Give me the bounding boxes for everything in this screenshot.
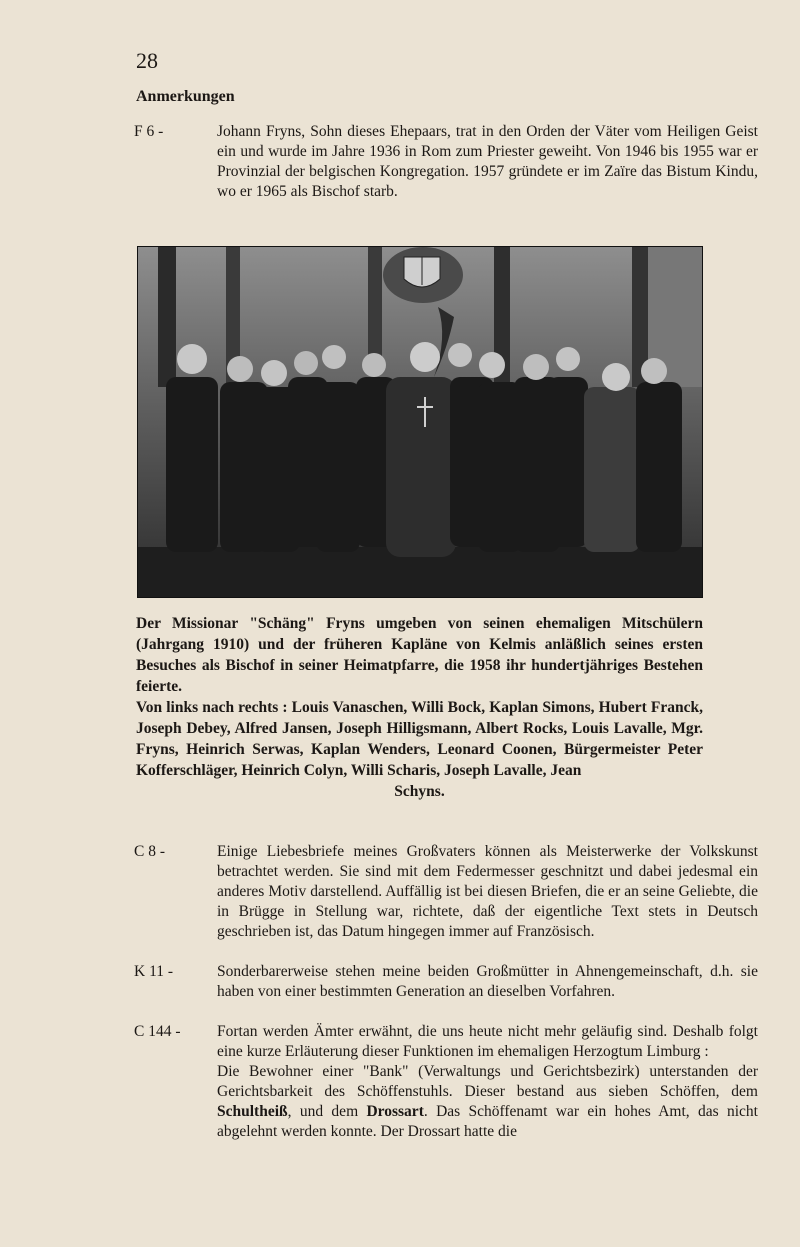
caption-names-end: Schyns.	[394, 783, 445, 800]
page-number: 28	[136, 48, 158, 73]
note-code: C 8 -	[134, 843, 165, 860]
note-text	[217, 1022, 758, 1142]
photo-caption	[136, 613, 703, 802]
note-code: K 11 -	[134, 963, 174, 980]
term-drossart: Drossart	[366, 1103, 424, 1120]
note-paragraph: Fortan werden Ämter erwähnt, die uns heute nicht mehr geläufig sind. Deshalb folgt eine kurze Erläuterung dieser Funktionen im ehemaligen Herzogtum Limburg :	[217, 1023, 758, 1060]
term-schultheiss: Schultheiß	[217, 1103, 288, 1120]
note-text: Einige Liebesbriefe meines Großvaters können als Meisterwerke der Volkskunst betrachtet werden. Sie sind mit dem Federmesser geschnitzt und dabei jedesmal ein anderes Motiv darstellend. Auffällig ist bei diesen Briefen, die er an seine Geliebte, die in Brügge in Stellung war, richtete, daß der eigentliche Text stets in Deutsch geschrieben ist, das Datum hingegen immer auf Französisch.	[217, 843, 758, 940]
note-paragraph	[217, 1062, 758, 1142]
coat-of-arms-icon	[383, 247, 463, 303]
caption-names: Von links nach rechts : Louis Vanaschen, Willi Bock, Kaplan Simons, Hubert Franck, Joseph Debey, Alfred Jansen, Joseph Hilligsmann, Albert Rocks, Louis Lavalle, Mgr. Fryns, Heinrich Serwas, Kaplan Wenders, Leonard Coonen, Bürgermeister Peter Kofferschläger, Heinrich Colyn, Willi Scharis, Joseph Lavalle, Jean	[136, 699, 703, 779]
group-photograph	[137, 246, 703, 598]
text-run: , und dem	[287, 1103, 367, 1120]
note-code: F 6 -	[134, 123, 164, 140]
text-run: Die Bewohner einer "Bank" (Verwaltungs und Gerichtsbezirk) unterstanden der Gerichtsbarkeit des Schöffenstuhls. Dieser bestand aus sieben Schöffen, dem	[217, 1063, 758, 1100]
text-run: . Das Schöffenamt war ein hohes Amt, das nicht abgelehnt werden konnte. Der Drossart hatte die	[217, 1103, 758, 1140]
note-code: C 144 -	[134, 1023, 181, 1040]
section-heading: Anmerkungen	[136, 88, 235, 105]
note-text: Johann Fryns, Sohn dieses Ehepaars, trat in den Orden der Väter vom Heiligen Geist ein und wurde im Jahre 1936 in Rom zum Priester geweiht. Von 1946 bis 1955 war er Provinzial der belgischen Kongregation. 1957 gründete er im Zaïre das Bistum Kindu, wo er 1965 als Bischof starb.	[217, 123, 758, 200]
caption-description: Der Missionar "Schäng" Fryns umgeben von seinen ehemaligen Mitschülern (Jahrgang 1910) und der früheren Kapläne von Kelmis anläßlich seines ersten Besuches als Bischof in seiner Heimatpfarre, die 1958 ihr hundertjähriges Bestehen feierte.	[136, 615, 703, 695]
note-text: Sonderbarerweise stehen meine beiden Großmütter in Ahnengemeinschaft, d.h. sie haben von einer bestimmten Generation an dieselben Vorfahren.	[217, 963, 758, 1000]
